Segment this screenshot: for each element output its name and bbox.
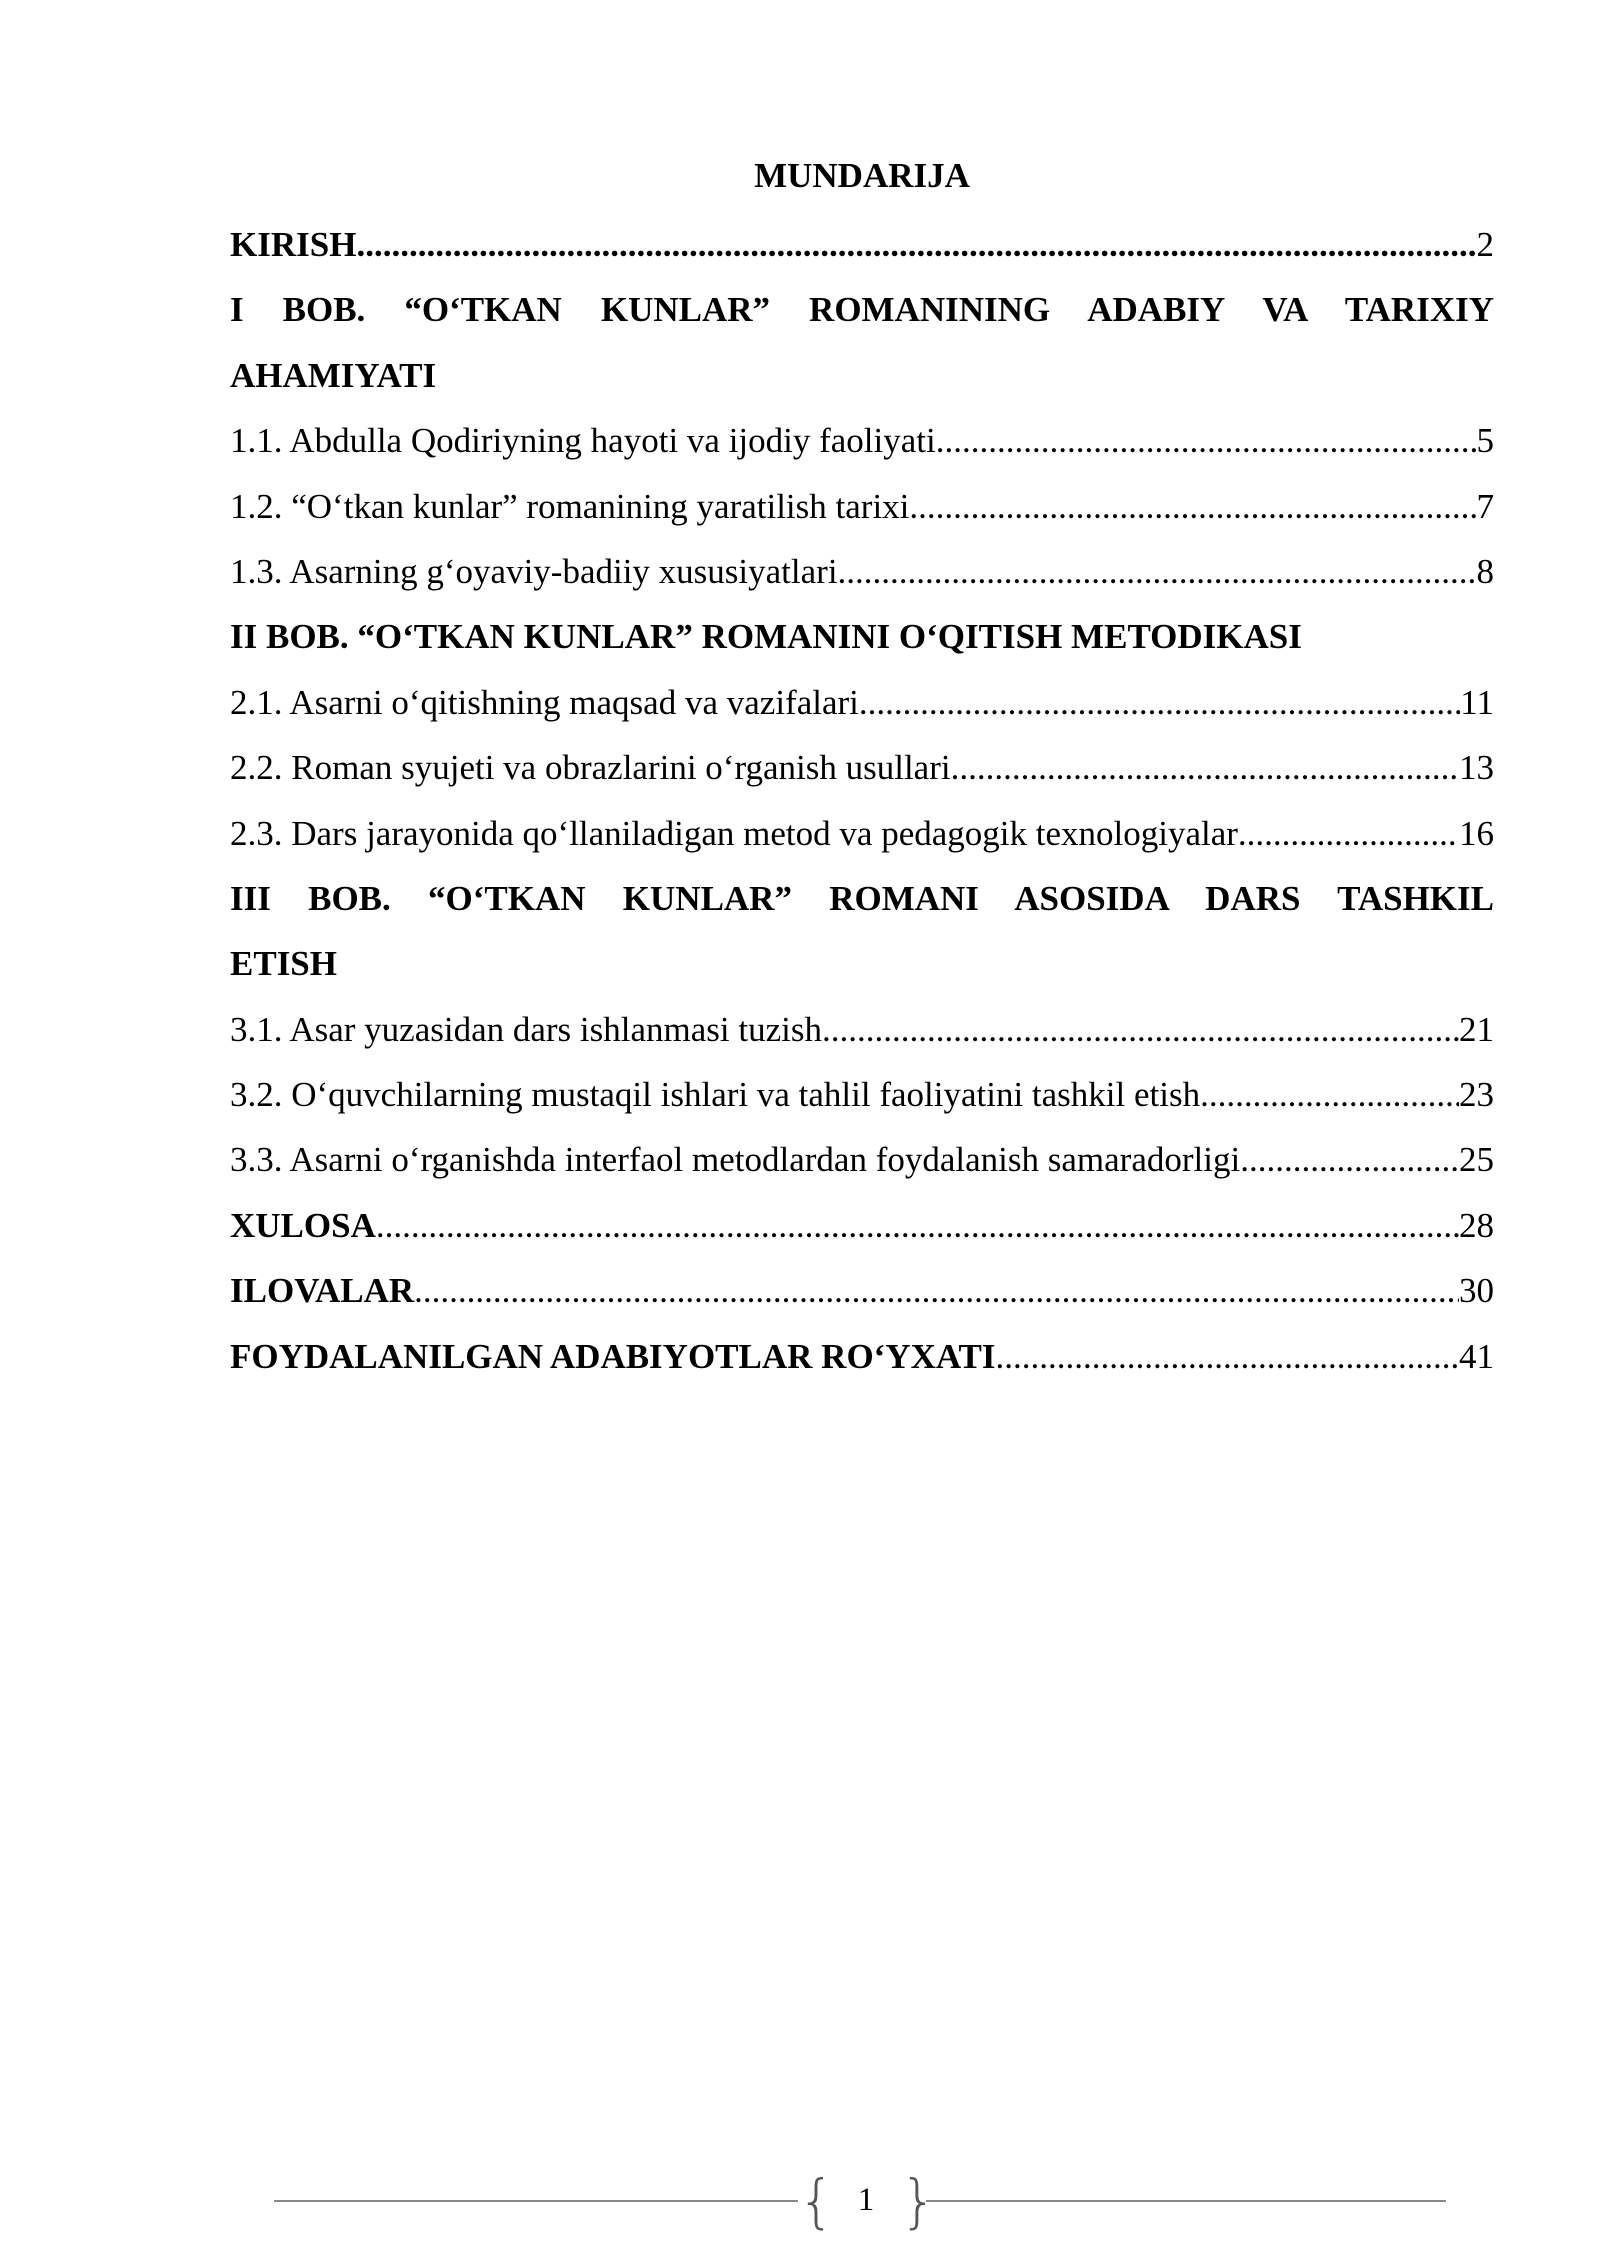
toc-leader-dots (414, 1258, 1459, 1323)
toc-entry-label: XULOSA (230, 1205, 376, 1245)
toc-entry-page: 13 (1459, 748, 1494, 788)
toc-leader-dots (1200, 1062, 1459, 1127)
footer-rule-right (926, 2200, 1446, 2202)
toc-entry-page: 11 (1460, 682, 1494, 722)
page-number: 1 (857, 2182, 875, 2218)
toc-chapter-title-line1: III BOB. “O‘TKAN KUNLAR” ROMANI ASOSIDA DARS TASHKIL (230, 878, 1494, 918)
toc-leader-dots (1238, 801, 1459, 866)
toc-entry-label: 1.1. Abdulla Qodiriyning hayoti va ijodiy faoliyati (230, 421, 936, 461)
toc-leader-dots (936, 408, 1477, 473)
footer-rule-left (274, 2200, 798, 2202)
page-title: MUNDARIJA (754, 156, 970, 195)
toc-entry-page: 16 (1459, 813, 1494, 853)
toc-entry-label: FOYDALANILGAN ADABIYOTLAR RO‘YXATI (230, 1336, 996, 1376)
toc-entry-kirish[interactable] (230, 212, 1494, 277)
toc-leader-dots (356, 212, 1476, 277)
toc-entry-1-1[interactable] (230, 408, 1494, 473)
toc-entry-page: 41 (1459, 1336, 1494, 1376)
toc-entry-label: 2.2. Roman syujeti va obrazlarini o‘rganish usullari (230, 748, 951, 788)
toc-entry-xulosa[interactable] (230, 1193, 1494, 1258)
toc-leader-dots (859, 670, 1460, 735)
toc-entry-page: 2 (1476, 225, 1494, 264)
toc-entry-label: ILOVALAR (230, 1271, 415, 1311)
toc-entry-2-1[interactable] (230, 670, 1494, 735)
toc-entry-adabiyotlar[interactable] (230, 1324, 1494, 1389)
toc-entry-label: 2.1. Asarni o‘qitishning maqsad va vazifalari (230, 682, 859, 722)
toc-entry-3-3[interactable] (230, 1127, 1494, 1192)
toc-entry-page: 7 (1476, 486, 1494, 526)
toc-chapter-1[interactable] (230, 277, 1494, 408)
toc-leader-dots (1240, 1127, 1459, 1192)
toc-entry-page: 28 (1459, 1205, 1494, 1245)
toc-entry-page: 5 (1476, 421, 1494, 461)
page-footer (270, 2166, 1450, 2236)
table-of-contents (230, 212, 1494, 1389)
toc-entry-label: 3.3. Asarni o‘rganishda interfaol metodlardan foydalanish samaradorligi (230, 1140, 1241, 1180)
toc-entry-3-1[interactable] (230, 997, 1494, 1062)
toc-entry-label: 3.2. O‘quvchilarning mustaqil ishlari va tahlil faoliyatini tashkil etish (230, 1075, 1201, 1115)
left-brace-icon: { (798, 2167, 835, 2235)
toc-entry-label: 2.3. Dars jarayonida qo‘llaniladigan metod va pedagogik texnologiyalar (230, 813, 1238, 853)
toc-chapter-title-line2: ETISH (230, 944, 337, 984)
toc-entry-ilovalar[interactable] (230, 1258, 1494, 1323)
toc-entry-label: KIRISH (230, 225, 357, 264)
toc-chapter-title-line2: AHAMIYATI (230, 355, 437, 395)
toc-leader-dots (951, 735, 1459, 800)
toc-chapter-3[interactable] (230, 866, 1494, 997)
toc-leader-dots (376, 1193, 1459, 1258)
toc-entry-2-3[interactable] (230, 801, 1494, 866)
toc-entry-page: 8 (1476, 551, 1494, 591)
toc-chapter-title-line1: I BOB. “O‘TKAN KUNLAR” ROMANINING ADABIY VA TARIXIY (230, 290, 1494, 330)
toc-entry-1-2[interactable] (230, 474, 1494, 539)
toc-entry-label: 1.2. “O‘tkan kunlar” romanining yaratilish tarixi (230, 486, 910, 526)
toc-entry-page: 23 (1459, 1075, 1494, 1115)
toc-leader-dots (996, 1324, 1459, 1389)
toc-chapter-2[interactable] (230, 604, 1494, 669)
toc-entry-1-3[interactable] (230, 539, 1494, 604)
toc-chapter-title: II BOB. “O‘TKAN KUNLAR” ROMANINI O‘QITISH METODIKASI (230, 617, 1302, 657)
toc-leader-dots (822, 997, 1459, 1062)
toc-leader-dots (909, 474, 1476, 539)
toc-entry-3-2[interactable] (230, 1062, 1494, 1127)
toc-entry-2-2[interactable] (230, 735, 1494, 800)
toc-entry-label: 3.1. Asar yuzasidan dars ishlanmasi tuzish (230, 1009, 822, 1049)
right-brace-icon: } (900, 2167, 937, 2235)
toc-leader-dots (838, 539, 1477, 604)
toc-entry-label: 1.3. Asarning g‘oyaviy-badiiy xususiyatlari (230, 551, 838, 591)
toc-entry-page: 21 (1459, 1009, 1494, 1049)
toc-entry-page: 25 (1459, 1140, 1494, 1180)
toc-entry-page: 30 (1459, 1271, 1494, 1311)
